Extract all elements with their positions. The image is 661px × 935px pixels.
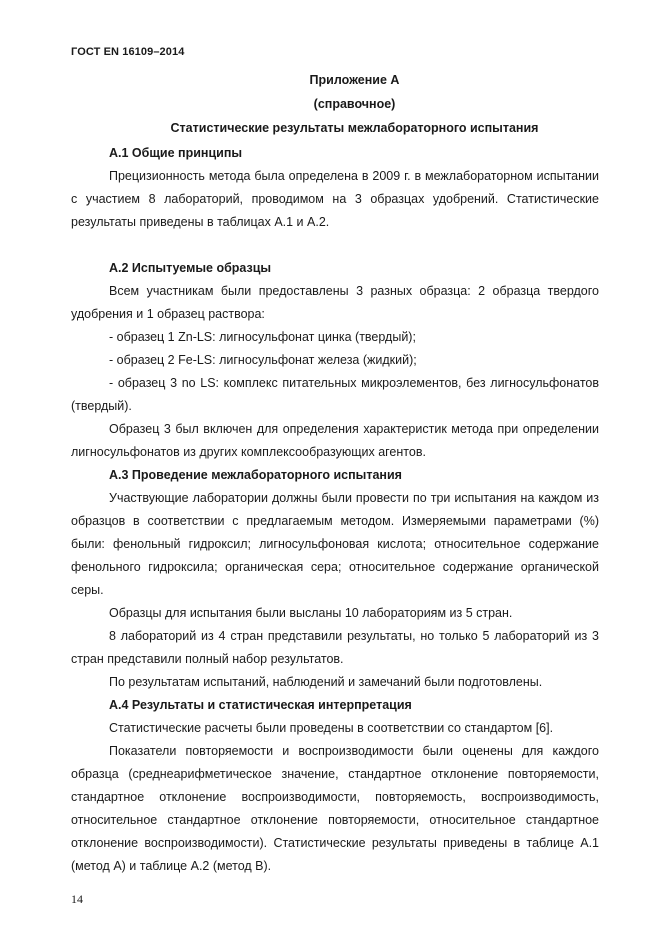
annex-status: (справочное)	[313, 97, 396, 111]
sample-item-2: - образец 2 Fe-LS: лигносульфонат железа (жидкий);	[109, 353, 417, 367]
spacer	[71, 234, 599, 257]
annex-title: Приложение А	[309, 73, 400, 87]
section-a3-heading: А.3 Проведение межлабораторного испытания	[109, 468, 402, 482]
section-a2-heading: А.2 Испытуемые образцы	[109, 261, 272, 275]
document-body	[71, 142, 599, 878]
section-a2-paragraph-2: Образец 3 был включен для определения характеристик метода при определении лигносульфонатов из других комплексообразующих агентов.	[71, 422, 599, 459]
sample-item-3: - образец 3 no LS: комплекс питательных микроэлементов, без лигносульфонатов (твердый).	[71, 376, 599, 413]
section-a3-paragraph-4: По результатам испытаний, наблюдений и замечаний были подготовлены.	[109, 675, 543, 689]
section-a3-paragraph-2: Образцы для испытания были высланы 10 лабораториям из 5 стран.	[109, 606, 513, 620]
section-a4-paragraph-2: Показатели повторяемости и воспроизводимости были оценены для каждого образца (среднеарифметическое значение, стандартное отклонение повторяемости, стандартное отклонение воспроизводимости, повторяемость, воспроизводимость, относительное стандартное отклонение повторяемости, относительное стандартное отклонение воспроизводимости). Статистические результаты приведены в таблице А.1 (метод А) и таблице А.2 (метод В).	[71, 744, 599, 873]
section-a1-paragraph-1: Прецизионность метода была определена в 2009 г. в межлабораторном испытании с участием 8 лабораторий, проводимом на 3 образцах удобрений. Статистические результаты приведены в таблицах А.1 и А.2.	[71, 169, 599, 229]
section-a3-paragraph-1: Участвующие лаборатории должны были провести по три испытания на каждом из образцов в соответствии с предлагаемым методом. Измеряемыми параметрами (%) были: фенольный гидроксил; лигносульфоновая кислота; относительное содержание фенольного гидроксила; органическая сера; относительное содержание органической серы.	[71, 491, 599, 597]
standard-header: ГОСТ EN 16109–2014	[71, 46, 185, 58]
section-a1-heading: А.1 Общие принципы	[109, 146, 243, 160]
section-a4-heading: А.4 Результаты и статистическая интерпретация	[109, 698, 412, 712]
annex-name: Статистические результаты межлабораторного испытания	[170, 121, 539, 135]
section-a2-paragraph-1: Всем участникам были предоставлены 3 разных образца: 2 образца твердого удобрения и 1 образец раствора:	[71, 284, 599, 321]
section-a4-paragraph-1: Статистические расчеты были проведены в соответствии со стандартом [6].	[109, 721, 554, 735]
section-a3-paragraph-3: 8 лабораторий из 4 стран представили результаты, но только 5 лабораторий из 3 стран представили полный набор результатов.	[71, 629, 599, 666]
page-number: 14	[71, 892, 83, 906]
sample-item-1: - образец 1 Zn-LS: лигносульфонат цинка (твердый);	[109, 330, 416, 344]
